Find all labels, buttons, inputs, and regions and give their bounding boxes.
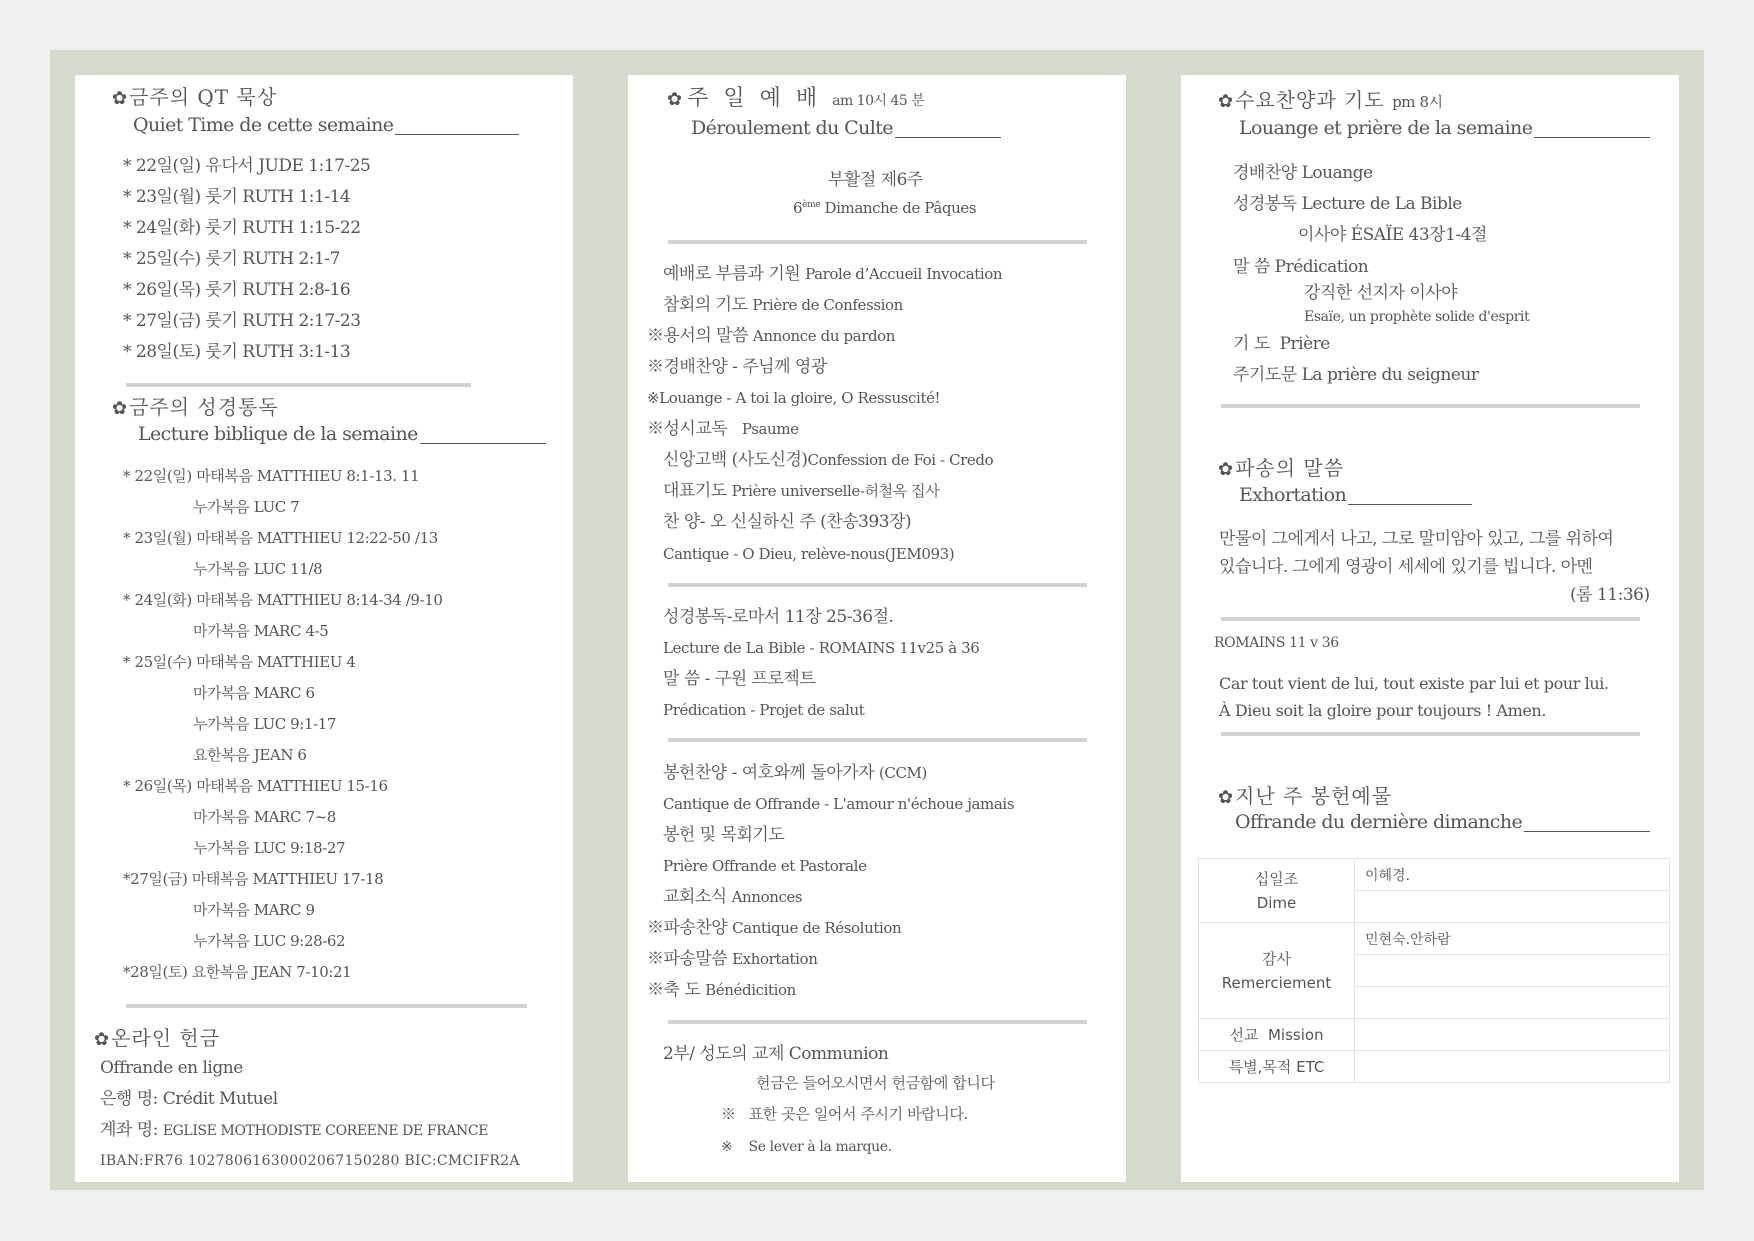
offering-subtitle-text: Offrande du dernière dimanche (1235, 811, 1523, 833)
order-item (647, 359, 827, 376)
order-fr: Prière de Confession (752, 296, 903, 314)
order-item (663, 452, 993, 469)
qt-item: * 28일(토) 룻기 RUTH 3:1-13 (123, 342, 351, 362)
exhortation-ko-1: 만물이 그에게서 나고, 그로 말미암아 있고, 그를 위하여 (1219, 529, 1614, 549)
separator (668, 738, 1087, 742)
order-item (663, 859, 867, 874)
reading-item: * 24일(화) 마태복음 MATTHIEU 8:14-34 /9-10 (123, 591, 443, 609)
offering-heading (1218, 786, 1392, 807)
offering-category (1199, 1051, 1355, 1083)
qt-item: * 27일(금) 룻기 RUTH 2:17-23 (123, 311, 361, 331)
qt-heading (112, 87, 277, 108)
offering-value (1355, 987, 1670, 1019)
separator (668, 583, 1087, 587)
bank-name: 은행 명: Crédit Mutuel (100, 1089, 278, 1109)
note-text: Se lever à la marque. (748, 1139, 892, 1155)
iban: IBAN:FR76 10278061630002067150280 BIC:CMCIFR2A (100, 1153, 520, 1169)
separator (668, 1020, 1087, 1024)
offering-title: 지난 주 봉헌예물 (1235, 784, 1393, 808)
reading-item: * 26일(목) 마태복음 MATTHIEU 15-16 (123, 777, 388, 795)
order-item (647, 421, 799, 438)
table-row (1199, 1051, 1670, 1083)
order-item (663, 609, 893, 626)
order-fr: Prière universelle-허철옥 집사 (731, 482, 940, 500)
qt-item: * 26일(목) 룻기 RUTH 2:8-16 (123, 280, 351, 300)
offering-value (1355, 891, 1670, 923)
reading-item: *27일(금) 마태복음 MATTHIEU 17-18 (123, 870, 384, 888)
order-ko: ※파송말씀 (647, 949, 728, 969)
reading-item: 마가복음 MARC 4-5 (193, 622, 329, 640)
qt-item: * 23일(월) 룻기 RUTH 1:1-14 (123, 187, 351, 207)
standing-note-fr (721, 1140, 892, 1154)
reading-item: 누가복음 LUC 11/8 (193, 560, 323, 578)
wed-fr: ÉSAÏE 43장1-4절 (1350, 225, 1487, 245)
offering-note: 헌금은 들어오시면서 헌금함에 합니다 (756, 1074, 995, 1092)
order-ko: 참회의 기도 (663, 295, 748, 315)
wed-fr: Prière (1279, 334, 1330, 354)
offering-value (1355, 1051, 1670, 1083)
category-ko: 십일조 (1254, 869, 1299, 888)
order-item (663, 547, 954, 562)
flower-icon: ✿ (1218, 459, 1235, 480)
wed-item (1233, 367, 1478, 384)
week-ko: 부활절 제6주 (828, 170, 923, 190)
order-item (663, 765, 927, 782)
wednesday-title: 수요찬양과 기도 (1235, 88, 1385, 112)
order-fr: (CCM) (878, 764, 927, 782)
qt-subtitle-text: Quiet Time de cette semaine (133, 114, 394, 136)
order-fr: Cantique de Résolution (732, 919, 902, 937)
online-heading (94, 1028, 220, 1049)
order-fr: Prière Offrande et Pastorale (663, 857, 867, 875)
offering-value (1355, 955, 1670, 987)
order-ko: 교회소식 (663, 887, 727, 907)
reading-item: 마가복음 MARC 9 (193, 901, 315, 919)
order-fr: Cantique - O Dieu, relève-nous(JEM093) (663, 545, 955, 563)
underline (395, 133, 519, 135)
qt-item: * 22일(일) 유다서 JUDE 1:17-25 (123, 156, 371, 176)
offering-table (1198, 858, 1670, 1083)
order-item (663, 514, 911, 531)
account-line (100, 1122, 488, 1139)
week-fr (793, 201, 976, 216)
wed-fr: Louange (1301, 163, 1373, 183)
exhortation-ko-2: 있습니다. 그에게 영광이 세세에 있기를 빕니다. 아멘 (1219, 557, 1593, 577)
reading-item: * 25일(수) 마태복음 MATTHIEU 4 (123, 653, 356, 671)
order-item (663, 483, 939, 500)
exhortation-ref: (롬 11:36) (1570, 585, 1650, 605)
reading-item: 누가복음 LUC 9:1-17 (193, 715, 337, 733)
reading-subtitle (138, 425, 546, 444)
category-ko: 특별,목적 (1228, 1057, 1292, 1076)
separator (126, 1004, 527, 1008)
note-text: 표한 곳은 일어서 주시기 바랍니다. (748, 1105, 968, 1123)
order-item (663, 297, 903, 314)
reading-item: * 23일(월) 마태복음 MATTHIEU 12:22-50 /13 (123, 529, 438, 547)
underline (1524, 830, 1650, 832)
category-fr: Remerciement (1221, 973, 1332, 992)
wed-ko: 성경봉독 (1233, 194, 1297, 214)
order-item (663, 889, 802, 906)
order-item (663, 671, 815, 688)
order-ko: ※경배찬양 - 주님께 영광 (647, 357, 827, 377)
table-row (1199, 1019, 1670, 1051)
underline (420, 442, 546, 444)
order-item (647, 391, 940, 406)
order-fr: Prédication - Projet de salut (663, 701, 865, 719)
order-ko: 봉헌찬양 - 여호와께 돌아가자 (663, 763, 875, 783)
order-item (647, 982, 796, 999)
order-ko: ※파송찬양 (647, 918, 728, 938)
exhortation-fr-2: À Dieu soit la gloire pour toujours ! Amen. (1219, 701, 1547, 720)
account-name: EGLISE MOTHODISTE COREENE DE FRANCE (162, 1123, 489, 1139)
wed-item (1304, 285, 1457, 302)
order-ko: 대표기도 (663, 481, 727, 501)
category-ko: 선교 (1229, 1025, 1259, 1044)
order-fr: ※Louange - A toi la gloire, O Ressuscité! (647, 389, 941, 407)
order-fr: Annonce du pardon (752, 327, 896, 345)
table-row (1199, 859, 1670, 891)
order-fr: Annonces (731, 888, 803, 906)
order-item (663, 641, 979, 656)
wednesday-time: pm 8시 (1392, 93, 1443, 111)
reading-item: 누가복음 LUC 9:18-27 (193, 839, 346, 857)
reading-item: 요한복음 JEAN 6 (193, 746, 307, 764)
order-fr: Bénédicition (705, 981, 796, 999)
separator (1221, 617, 1640, 621)
worship-time: am 10시 45 분 (832, 93, 925, 109)
order-ko: 찬 양- 오 신실하신 주 (찬송393장) (663, 512, 912, 532)
qt-subtitle (133, 116, 519, 135)
order-ko: ※축 도 (647, 980, 701, 1000)
category-ko: 감사 (1262, 949, 1291, 968)
wednesday-heading (1218, 90, 1443, 111)
qt-title: 금주의 QT 묵상 (129, 85, 278, 109)
offering-value: 민현숙.안하람 (1355, 923, 1670, 955)
week-fr-sup: ème (802, 200, 821, 210)
wed-item (1233, 259, 1368, 276)
exhortation-subtitle-text: Exhortation (1239, 484, 1347, 506)
wed-fr: Lecture de La Bible (1301, 194, 1462, 214)
order-ko: 신앙고백 (사도신경) (663, 450, 808, 470)
wed-item (1233, 196, 1462, 213)
order-fr: Cantique de Offrande - L'amour n'échoue jamais (663, 795, 1015, 813)
account-label: 계좌 명: (100, 1120, 158, 1140)
note-mark: ※ (721, 1105, 736, 1123)
wed-ko: 강직한 선지자 이사야 (1304, 283, 1458, 303)
offering-subtitle (1235, 813, 1650, 832)
communion-line: 2부/ 성도의 교제 Communion (663, 1044, 889, 1064)
underline (1348, 503, 1472, 505)
order-item (663, 827, 784, 844)
order-fr: Exhortation (732, 950, 818, 968)
worship-title: 주 일 예 배 (687, 86, 822, 111)
order-ko: ※성시교독 (647, 419, 728, 439)
qt-item: * 25일(수) 룻기 RUTH 2:1-7 (123, 249, 340, 269)
wed-ko: 경배찬양 (1233, 163, 1297, 183)
wednesday-subtitle-text: Louange et prière de la semaine (1239, 117, 1533, 139)
order-ko: 성경봉독-로마서 11장 25-36절. (663, 607, 894, 627)
wed-ko: 말 씀 (1233, 257, 1270, 277)
reading-item: 마가복음 MARC 7~8 (193, 808, 336, 826)
exhortation-subtitle (1239, 486, 1472, 505)
order-fr: Parole d’Accueil Invocation (805, 265, 1003, 283)
category-fr: Dime (1256, 893, 1297, 912)
wednesday-subtitle (1239, 119, 1650, 138)
reading-title: 금주의 성경통독 (129, 395, 279, 419)
order-ko: 말 씀 - 구원 프로젝트 (663, 669, 816, 689)
week-fr-num: 6 (793, 199, 803, 217)
order-item (647, 328, 895, 345)
reading-item: 마가복음 MARC 6 (193, 684, 315, 702)
order-fr: Lecture de La Bible - ROMAINS 11v25 à 36 (663, 639, 980, 657)
wed-ko: 이사야 (1298, 225, 1346, 245)
order-item (663, 266, 1002, 283)
wed-item (1233, 336, 1330, 353)
order-item (663, 797, 1014, 812)
category-fr: Mission (1267, 1025, 1324, 1044)
category-fr: ETC (1296, 1057, 1325, 1076)
online-subtitle: Offrande en ligne (100, 1058, 243, 1078)
wed-fr: Esaïe, un prophète solide d'esprit (1304, 309, 1530, 325)
offering-value (1355, 1019, 1670, 1051)
wed-ko: 주기도문 (1233, 365, 1297, 385)
worship-heading (667, 88, 924, 110)
exhortation-heading (1218, 458, 1344, 479)
order-item (647, 951, 817, 968)
reading-item: 누가복음 LUC 7 (193, 498, 300, 516)
order-item (663, 703, 864, 718)
separator (668, 240, 1087, 244)
flower-icon: ✿ (112, 88, 129, 109)
exhortation-fr-1: Car tout vient de lui, tout existe par lui et pour lui. (1219, 674, 1609, 693)
qt-item: * 24일(화) 룻기 RUTH 1:15-22 (123, 218, 361, 238)
separator (1221, 732, 1640, 736)
flower-icon: ✿ (1218, 787, 1235, 808)
table-row (1199, 923, 1670, 955)
wed-item (1233, 165, 1373, 182)
reading-heading (112, 397, 279, 418)
order-ko: 예배로 부름과 기원 (663, 264, 801, 284)
reading-item: * 22일(일) 마태복음 MATTHIEU 8:1-13. 11 (123, 467, 420, 485)
separator (126, 383, 471, 387)
order-fr: Confession de Foi - Credo (807, 451, 994, 469)
fr-reference: ROMAINS 11 v 36 (1214, 635, 1339, 651)
flower-icon: ✿ (112, 398, 129, 419)
wed-fr: La prière du seigneur (1301, 365, 1479, 385)
flower-icon: ✿ (667, 89, 687, 110)
worship-subtitle (691, 119, 1001, 138)
online-title: 온라인 헌금 (111, 1026, 221, 1050)
note-mark: ※ (721, 1139, 733, 1155)
underline (1534, 136, 1650, 138)
order-item (647, 920, 901, 937)
standing-note (721, 1107, 968, 1122)
worship-subtitle-text: Déroulement du Culte (691, 117, 893, 139)
reading-item: 누가복음 LUC 9:28-62 (193, 932, 346, 950)
wed-fr: Prédication (1274, 257, 1369, 277)
order-fr: Psaume (741, 420, 799, 438)
flower-icon: ✿ (94, 1029, 111, 1050)
offering-category (1199, 859, 1355, 923)
order-ko: 봉헌 및 목회기도 (663, 825, 785, 845)
exhortation-title: 파송의 말씀 (1235, 456, 1345, 480)
offering-category (1199, 1019, 1355, 1051)
flower-icon: ✿ (1218, 91, 1235, 112)
wed-item (1298, 227, 1487, 244)
reading-item: *28일(토) 요한복음 JEAN 7-10:21 (123, 963, 352, 981)
wed-ko: 기 도 (1233, 334, 1270, 354)
separator (1221, 404, 1640, 408)
week-fr-rest: Dimanche de Pâques (820, 199, 977, 217)
offering-value: 이혜경. (1355, 859, 1670, 891)
offering-category (1199, 923, 1355, 1019)
wed-item (1304, 310, 1529, 324)
reading-subtitle-text: Lecture biblique de la semaine (138, 423, 418, 445)
order-ko: ※용서의 말씀 (647, 326, 749, 346)
underline (895, 136, 1001, 138)
